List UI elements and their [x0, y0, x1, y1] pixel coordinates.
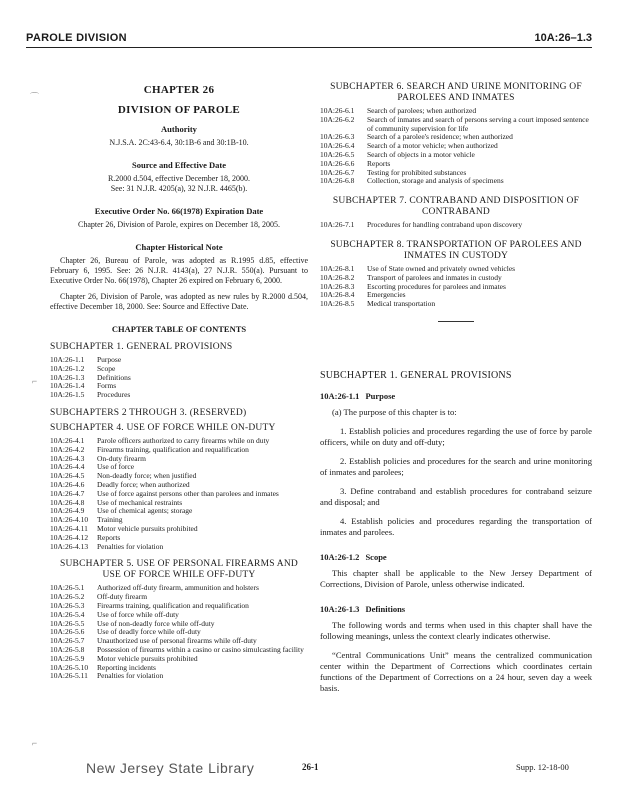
toc-entry: 10A:26-6.8 Collection, storage and analysis of specimens — [320, 176, 504, 186]
toc-subchapter-title: SUBCHAPTER 8. TRANSPORTATION OF PAROLEES AND INMATES IN CUSTODY — [330, 239, 582, 261]
toc-subchapter-title: SUBCHAPTER 4. USE OF FORCE WHILE ON-DUTY — [50, 422, 276, 433]
toc-entry: 10A:26-6.3 Search of a parolee's residence; when authorized — [320, 132, 513, 142]
toc-entry: 10A:26-5.2 Off-duty firearm — [50, 592, 148, 602]
toc-entry: 10A:26-8.2 Transport of parolees and inmates in custody — [320, 272, 502, 282]
section-heading: 10A:26-1.1 Purpose — [320, 390, 396, 401]
body-paragraph: 1. Establish policies and procedures regarding the use of force by parole officers, while on duty and off-duty; — [320, 425, 592, 447]
toc-entry: 10A:26-5.10 Reporting incidents — [50, 662, 156, 672]
toc-entry: 10A:26-4.8 Use of mechanical restraints — [50, 497, 183, 507]
section-heading: 10A:26-1.2 Scope — [320, 551, 387, 562]
toc-entry: 10A:26-6.5 Search of objects in a motor vehicle — [320, 149, 475, 159]
running-head-left: PAROLE DIVISION — [26, 32, 127, 44]
history-heading: Chapter Historical Note — [135, 242, 223, 252]
toc-entry: 10A:26-5.4 Use of force while off-duty — [50, 609, 179, 619]
section-heading: 10A:26-1.3 Definitions — [320, 603, 406, 614]
body-paragraph: “Central Communications Unit” means the centralized communication center within the Department of Corrections which coordinates certain functions of the Department of Corrections on a 24 hour, seven day a week basis. — [320, 649, 592, 693]
supplement-date: Supp. 12-18-00 — [516, 762, 569, 772]
header-rule — [26, 47, 592, 48]
body-paragraph: (a) The purpose of this chapter is to: — [332, 406, 457, 417]
toc-entry: 10A:26-4.11 Motor vehicle pursuits prohibited — [50, 523, 198, 533]
toc-entry: 10A:26-4.1 Parole officers authorized to carry firearms while on duty — [50, 435, 270, 445]
toc-entry: 10A:26-5.1 Authorized off-duty firearm, ammunition and holsters — [50, 583, 259, 593]
toc-heading: CHAPTER TABLE OF CONTENTS — [111, 324, 247, 334]
toc-entry: 10A:26-8.3 Escorting procedures for parolees and inmates — [320, 281, 506, 291]
margin-check-mark: ⌐ — [32, 376, 38, 386]
toc-entry: 10A:26-4.9 Use of chemical agents; storage — [50, 506, 193, 516]
toc-entry: 10A:26-4.3 On-duty firearm — [50, 453, 146, 463]
toc-entry: 10A:26-4.2 Firearms training, qualification and requalification — [50, 444, 249, 454]
body-paragraph: This chapter shall be applicable to the New Jersey Department of Corrections, Division of Parole, unless otherwise indicated. — [320, 567, 592, 589]
running-head-right: 10A:26–1.3 — [534, 32, 592, 44]
margin-mark: ⌒ — [30, 92, 40, 102]
authority-heading: Authority — [161, 124, 197, 134]
exec-order-heading: Executive Order No. 66(1978) Expiration Date — [94, 206, 264, 216]
toc-entry: 10A:26-8.4 Emergencies — [320, 290, 406, 300]
exec-order-text: Chapter 26, Division of Parole, expires on December 18, 2005. — [78, 220, 280, 229]
toc-entry: 10A:26-6.2 Search of inmates and search of persons serving a court imposed sentence of community supervision for life — [320, 114, 589, 133]
source-line: R.2000 d.504, effective December 18, 2000. — [107, 174, 251, 183]
left-column — [50, 80, 308, 681]
toc-entry: 10A:26-1.5 Procedures — [50, 390, 131, 400]
toc-entry: 10A:26-1.3 Definitions — [50, 372, 131, 382]
authority-text: N.J.S.A. 2C:43-6.4, 30:1B-6 and 30:1B-10. — [109, 138, 249, 147]
toc-entry: 10A:26-6.7 Testing for prohibited substances — [320, 167, 467, 177]
toc-entry: 10A:26-4.5 Non-deadly force; when justified — [50, 471, 197, 481]
toc-entry: 10A:26-4.7 Use of force against persons other than parolees and inmates — [50, 488, 279, 498]
section-divider — [438, 321, 474, 322]
body-paragraph: 4. Establish policies and procedures regarding the transportation of inmates and parolees. — [320, 515, 592, 537]
body-paragraph: The following words and terms when used in this chapter shall have the following meanings, unless the context clearly indicates otherwise. — [320, 619, 592, 641]
toc-entry: 10A:26-6.4 Search of a motor vehicle; when authorized — [320, 141, 498, 151]
toc-subchapter-title: SUBCHAPTER 5. USE OF PERSONAL FIREARMS AND USE OF FORCE WHILE OFF-DUTY — [60, 559, 298, 581]
page-number: 26-1 — [302, 762, 319, 772]
toc-entry: 10A:26-4.12 Reports — [50, 532, 121, 542]
chapter-title: DIVISION OF PAROLE — [117, 104, 241, 116]
source-line: See: 31 N.J.R. 4205(a), 32 N.J.R. 4465(b). — [110, 184, 248, 193]
toc-entry: 10A:26-1.1 Purpose — [50, 355, 122, 364]
toc-entry: 10A:26-7.1 Procedures for handling contraband upon discovery — [320, 220, 523, 230]
history-paragraph: Chapter 26, Bureau of Parole, was adopted as R.1995 d.85, effective February 6, 1995. See: 26 N.J.R. 4143(a), 27 N.J.R. 550(a). Pursuant to Executive Order No. 66(1978), Chapter 26 expired on February 6, 2000. — [50, 256, 308, 285]
toc-entry: 10A:26-4.10 Training — [50, 515, 123, 525]
body-paragraph: 3. Define contraband and establish procedures for contraband seizure and disposal; and — [320, 485, 592, 507]
library-watermark: New Jersey State Library — [86, 760, 255, 776]
toc-entry: 10A:26-5.3 Firearms training, qualification and requalification — [50, 600, 249, 610]
margin-check-mark: ⌐ — [32, 738, 38, 748]
toc-subchapter-title: SUBCHAPTER 1. GENERAL PROVISIONS — [50, 342, 233, 352]
body-paragraph: 2. Establish policies and procedures for the search and urine monitoring of inmates and parolees; — [320, 455, 592, 477]
toc-entry: 10A:26-5.5 Use of non-deadly force while off-duty — [50, 618, 215, 628]
source-heading: Source and Effective Date — [131, 160, 227, 170]
toc-entry: 10A:26-1.2 Scope — [50, 363, 116, 373]
toc-entry: 10A:26-6.1 Search of parolees; when authorized — [320, 106, 477, 115]
toc-entry: 10A:26-8.1 Use of State owned and privately owned vehicles — [320, 263, 516, 273]
toc-entry: 10A:26-4.4 Use of force — [50, 462, 135, 472]
toc-entry: 10A:26-4.13 Penalties for violation — [50, 541, 164, 551]
body-subchapter-title: SUBCHAPTER 1. GENERAL PROVISIONS — [320, 369, 512, 381]
toc-subchapter-title: SUBCHAPTER 6. SEARCH AND URINE MONITORING OF PAROLEES AND INMATES — [330, 82, 582, 103]
toc-entry: 10A:26-5.9 Motor vehicle pursuits prohibited — [50, 653, 198, 663]
toc-entry: 10A:26-5.7 Unauthorized use of personal firearms while off-duty — [50, 636, 257, 646]
toc-entry: 10A:26-6.6 Reports — [320, 158, 391, 168]
toc-subchapter-title: SUBCHAPTER 7. CONTRABAND AND DISPOSITION OF CONTRABAND — [332, 196, 580, 218]
right-column — [320, 80, 592, 702]
history-paragraph: Chapter 26, Division of Parole, was adopted as new rules by R.2000 d.504, effective December 18, 2000. See: Source and Effective Date. — [50, 292, 308, 311]
toc-entry: 10A:26-8.5 Medical transportation — [320, 299, 436, 309]
toc-entry: 10A:26-5.8 Possession of firearms within a casino or casino simulcasting facility — [50, 644, 304, 654]
toc-entry: 10A:26-5.11 Penalties for violation — [50, 671, 164, 681]
toc-entry: 10A:26-1.4 Forms — [50, 381, 117, 391]
chapter-number: CHAPTER 26 — [143, 84, 215, 96]
toc-entry: 10A:26-5.6 Use of deadly force while off-duty — [50, 627, 201, 637]
toc-subchapter-title: SUBCHAPTERS 2 THROUGH 3. (RESERVED) — [50, 407, 247, 418]
running-head — [26, 32, 592, 46]
toc-entry: 10A:26-4.6 Deadly force; when authorized — [50, 479, 190, 489]
